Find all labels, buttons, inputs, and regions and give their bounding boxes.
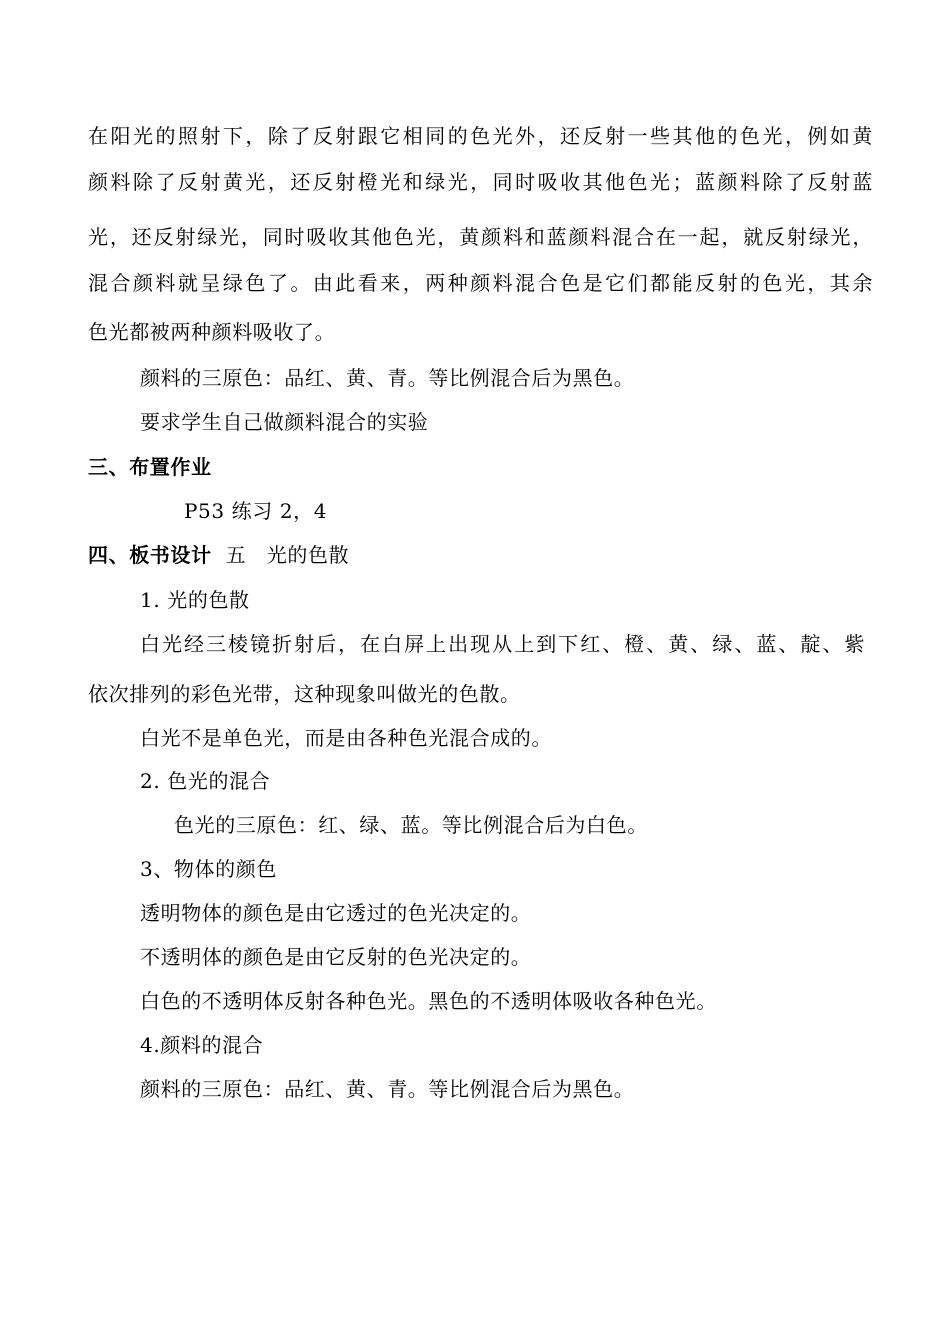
student-experiment-text: 要求学生自己做颜料混合的实验 [140,410,429,434]
intro-line-2: 颜料除了反射黄光，还反射橙光和绿光，同时吸收其他色光；蓝颜料除了反射蓝 [88,170,873,194]
intro-line-3: 光，还反射绿光，同时吸收其他色光，黄颜料和蓝颜料混合在一起，就反射绿光， [88,225,873,249]
item3-title: 3、物体的颜色 [140,857,277,881]
section3-heading: 三、布置作业 [88,455,212,479]
item1-title: 1. 光的色散 [140,588,250,612]
intro-line-1: 在阳光的照射下，除了反射跟它相同的色光外，还反射一些其他的色光，例如黄 [88,124,873,148]
section4-heading-label: 四、板书设计 [88,543,212,567]
homework-text: P53 练习 2，4 [184,499,328,523]
item4-title: 4.颜料的混合 [140,1033,264,1057]
item1-line-1: 白光经三棱镜折射后，在白屏上出现从上到下红、橙、黄、绿、蓝、靛、紫 [140,632,865,656]
item3-line-3: 白色的不透明体反射各种色光。黑色的不透明体吸收各种色光。 [140,989,717,1013]
item1-line-2: 依次排列的彩色光带，这种现象叫做光的色散。 [88,682,521,706]
item4-line-1: 颜料的三原色：品红、黄、青。等比例混合后为黑色。 [140,1077,635,1101]
intro-line-4: 混合颜料就呈绿色了。由此看来，两种颜料混合色是它们都能反射的色光，其余 [88,271,873,295]
section4-subtitle: 五 光的色散 [225,543,350,567]
intro-line-5: 色光都被两种颜料吸收了。 [88,320,336,344]
item2-title: 2. 色光的混合 [140,769,271,793]
item1-line-3: 白光不是单色光，而是由各种色光混合成的。 [140,726,552,750]
item3-line-2: 不透明体的颜色是由它反射的色光决定的。 [140,945,532,969]
item3-line-1: 透明物体的颜色是由它透过的色光决定的。 [140,901,532,925]
pigment-primaries-text: 颜料的三原色：品红、黄、青。等比例混合后为黑色。 [140,366,635,390]
section4-heading [88,541,349,569]
item2-line-1: 色光的三原色：红、绿、蓝。等比例混合后为白色。 [174,813,648,837]
